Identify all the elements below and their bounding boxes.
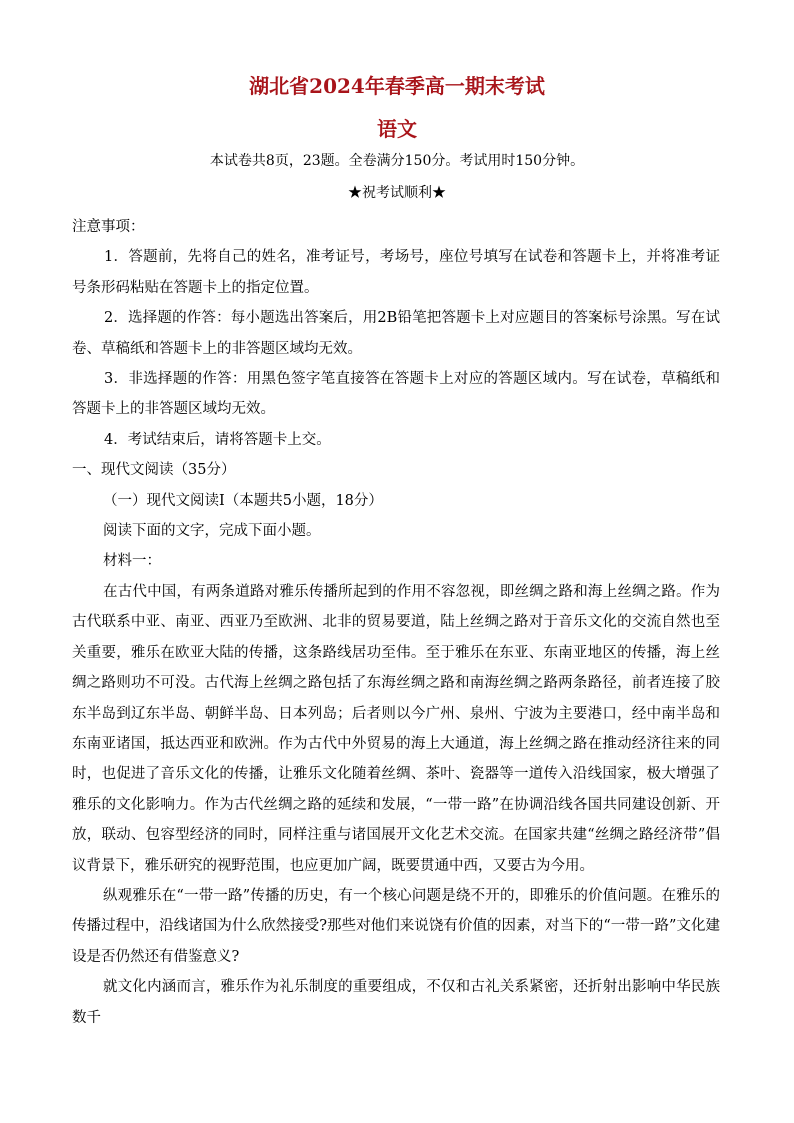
passage-paragraph-2: 纵观雅乐在“一带一路”传播的历史，有一个核心问题是绕不开的，即雅乐的价值问题。在雅乐的传播过程中，沿线诸国为什么欣然接受?那些对他们来说饶有价值的因素，对当下的“一带一路”文化建设是否仍然还有借鉴意义? (72, 887, 720, 965)
note-item-1: 1．答题前，先将自己的姓名，准考证号，考场号，座位号填写在试卷和答题卡上，并将准考证号条形码粘贴在答题卡上的指定位置。 (72, 249, 720, 296)
notes-heading: 注意事项： (72, 219, 145, 235)
passage-paragraph-1: 在古代中国，有两条道路对雅乐传播所起到的作用不容忽视，即丝绸之路和海上丝绸之路。作为古代联系中亚、南亚、西亚乃至欧洲、北非的贸易要道，陆上丝绸之路对于音乐文化的交流自然也至关重要，雅乐在欧亚大陆的传播，这条路线居功至伟。至于雅乐在东亚、东南亚地区的传播，海上丝绸之路则功不可没。古代海上丝绸之路包括了东海丝绸之路和南海丝绸之路两条路径，前者连接了胶东半岛到辽东半岛、朝鲜半岛、日本列岛；后者则以今广州、泉州、宁波为主要港口，经中南半岛和东南亚诸国，抵达西亚和欧洲。作为古代中外贸易的海上大通道，海上丝绸之路在推动经济往来的同时，也促进了音乐文化的传播，让雅乐文化随着丝绸、茶叶、瓷器等一道传入沿线国家，极大增强了雅乐的文化影响力。作为古代丝绸之路的延续和发展，“一带一路”在协调沿线各国共同建设创新、开放，联动、包容型经济的同时，同样注重与诸国展开文化艺术交流。在国家共建“丝绸之路经济带”倡议背景下，雅乐研究的视野范围，也应更加广阔，既要贯通中西，又要古为今用。 (72, 583, 720, 874)
good-luck-line: ★祝考试顺利★ (348, 185, 446, 201)
note-item-4: 4．考试结束后，请将答题卡上交。 (104, 431, 331, 448)
exam-info: 本试卷共8页，23题。全卷满分150分。考试用时150分钟。 (209, 153, 585, 169)
subsection-heading: （一）现代文阅读Ⅰ（本题共5小题，18分） (103, 492, 383, 509)
subject-title: 语文 (377, 117, 417, 141)
reading-instruction: 阅读下面的文字，完成下面小题。 (103, 523, 321, 540)
note-item-3: 3．非选择题的作答：用黑色签字笔直接答在答题卡上对应的答题区域内。写在试卷，草稿纸和答题卡上的非答题区域均无效。 (72, 371, 720, 418)
exam-content (72, 212, 720, 1033)
material-label: 材料一： (103, 553, 161, 570)
passage-paragraph-3: 就文化内涵而言，雅乐作为礼乐制度的重要组成，不仅和古礼关系紧密，还折射出影响中华民族数千 (72, 979, 720, 1026)
note-item-2: 2．选择题的作答：每小题选出答案后，用2B铅笔把答题卡上对应题目的答案标号涂黑。写在试卷、草稿纸和答题卡上的非答题区域均无效。 (72, 310, 720, 357)
section-heading: 一、现代文阅读（35分） (72, 462, 236, 479)
exam-title: 湖北省2024年春季高一期末考试 (249, 74, 545, 98)
